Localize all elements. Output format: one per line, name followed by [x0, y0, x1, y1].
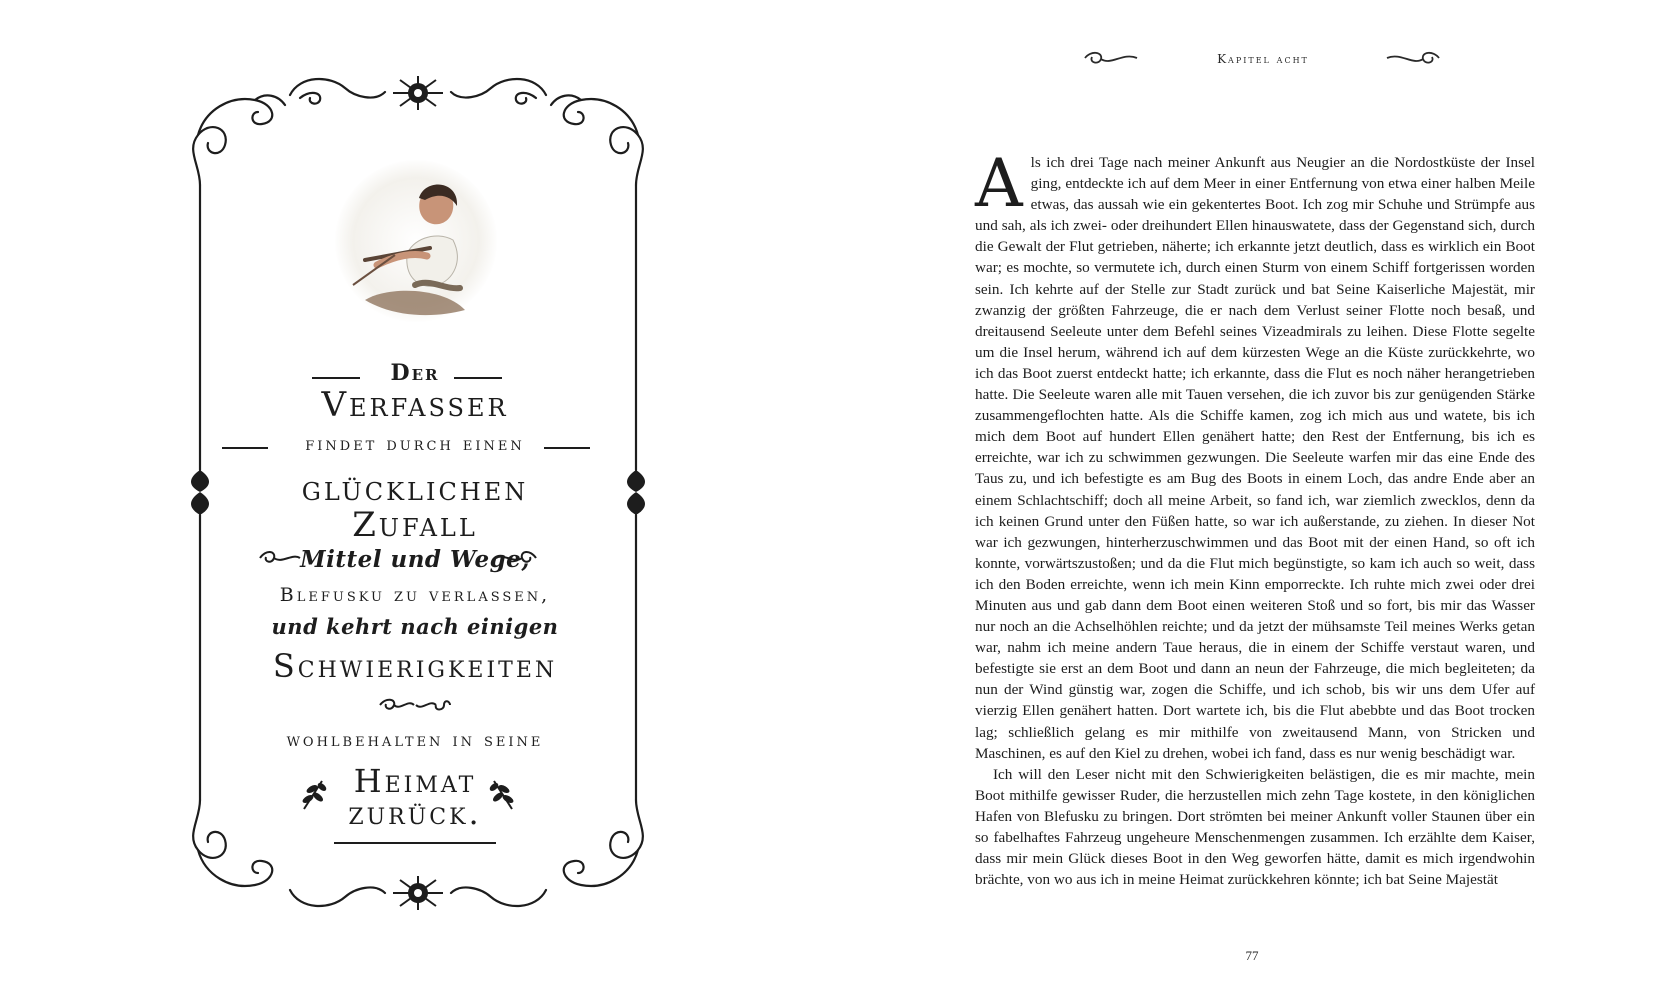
- page-number: 77: [1245, 948, 1259, 963]
- running-head-swirl-right-icon: [1385, 48, 1441, 68]
- title-der: Der: [390, 360, 440, 386]
- small-swirl-ornament-icon: [378, 697, 452, 713]
- paragraph-1-text: ls ich drei Tage nach meiner Ankunft aus Neugier an die Nordostküste der Insel ging, entdeckte ich auf dem Meer in einer Entfernung von etwa einer halben Meile etwas, das aussah wie ein gekentertes Boot. Ich zog mir Schuhe und Strümpfe aus und sah, als ich zwei- oder dreihundert Ellen hinauswatete, dass der Gegenstand sich, durch die Gewalt der Flut getrieben, näherte; ich erkannte jetzt deutlich, dass es wirklich ein Boot war; es mochte, so vermutete ich, durch einen Sturm von einem Schiff fortgerissen worden sein. Ich kehrte auf der Stelle zur Stadt zurück und bat Seine Kaiserliche Majestät, mir zwanzig der größten Fahrzeuge, die er nach dem Verlust seiner Flotte noch besaß, und dreitausend Seeleute unter dem Befehl seines Vizeadmirals zu leihen. Diese Flotte segelte um die Insel herum, während ich auf dem kürzesten Wege an die Küste zurückkehrte, wo ich das Boot zuerst entdeckt hatte; ich erkannte, dass die Flut es noch näher herangetrieben hatte. Die Seeleute waren alle mit Tauen versehen, die ich zuvor bis zur genügenden Stärke zusammengeflochten hatte. Als die Schiffe kamen, zog ich mich aus und watete, bis ich mich dem Boot auf hundert Ellen genähert hatte; den Rest der Entfernung, bis ich es erreichte, war ich zu schwimmen gezwungen. Die Seeleute warfen mir das eine Ende des Taus zu, und ich befestigte es am Bug des Boots in einem Loch, das andre Ende aber an einem Schlachtschiff; doch all meine Arbeit, so fand ich, war ziemlich zwecklos, denn da ich keinen Grund unter den Füßen hatte, so war ich außerstande, zu ziehen. In dieser Not war ich gezwungen, hinterherzuschwimmen und das Boot mit der einen Hand, so oft ich konnte, vorwärtszustoßen; und da die Flut mich begünstigte, so kam ich auch so weit, dass ich den Boden erreichte, wenn ich mein Kinn emporreckte. Ich ruhte mich zwei oder drei Minuten aus und gab dann dem Boot einen weiteren Stoß und so fort, bis mir das Wasser nur noch an die Achselhöhlen reichte; und da jetzt der mühsamste Teil meines Werks getan war, nahm ich meine andern Taue heraus, die in einem der Schiffe verstaut waren, und befestigte sie erst an dem Boot und dann an neun der Fahrzeuge, die mich begleiteten; da nun der Wind günstig war, zogen die Schiffe, und ich schob, bis wir uns dem Ufer auf vierzig Ellen genähert hatten. Dort wartete ich, bis die Flut abebbte und das Boot trocken lag; schließlich gelang es mir mithilfe von zweitausend Mann, von Stricken und Maschinen, es auf den Kiel zu drehen, wobei ich fand, dass es nur wenig beschädigt war.: [975, 154, 1535, 762]
- paragraph-1: [975, 145, 1535, 764]
- title-zufall: Zufall: [352, 505, 478, 545]
- title-findet: findet durch einen: [305, 433, 525, 455]
- title-heimat: Heimat: [353, 762, 477, 800]
- title-und-kehrt: und kehrt nach einigen: [271, 614, 559, 639]
- title-zurueck: zurück.: [348, 794, 482, 832]
- chapter-title: [200, 0, 630, 1000]
- paragraph-2: Ich will den Leser nicht mit den Schwierigkeiten belästigen, die es mir machte, mein Boot mithilfe gewisser Ruder, die herzustellen mich zehn Tage kostete, in den königlichen Hafen von Blefusku zu bringen. Dort strömten bei meiner Ankunft voller Staunen über ein so fabelhaftes Fahrzeug ungeheure Menschenmengen zusammen. Ich erzählte dem Kaiser, dass mir mein Glück dieses Boot in den Weg geworfen hätte, damit es mich irgendwohin brächte, von wo aus ich in meine Heimat zurückkehren könnte; ich bat Seine Majestät: [975, 765, 1535, 889]
- title-blefusku: Blefusku zu verlassen,: [279, 584, 551, 606]
- rule-right-der: [454, 377, 502, 379]
- title-schwierigkeiten: Schwierigkeiten: [272, 647, 558, 685]
- rule-bottom-title: [334, 842, 496, 844]
- running-head: Kapitel acht: [1217, 52, 1309, 66]
- chapter-body-text: [975, 145, 1535, 890]
- rule-right-findet: [544, 447, 590, 449]
- title-mittel-und-wege: Mittel und Wege,: [300, 546, 530, 573]
- running-head-swirl-left-icon: [1083, 48, 1139, 68]
- title-gluecklichen: glücklichen: [301, 469, 529, 509]
- title-wohlbehalten: wohlbehalten in seine: [286, 729, 544, 751]
- title-verfasser: Verfasser: [321, 385, 509, 425]
- drop-cap: A: [975, 145, 1023, 222]
- swirl-right-icon: [494, 549, 538, 567]
